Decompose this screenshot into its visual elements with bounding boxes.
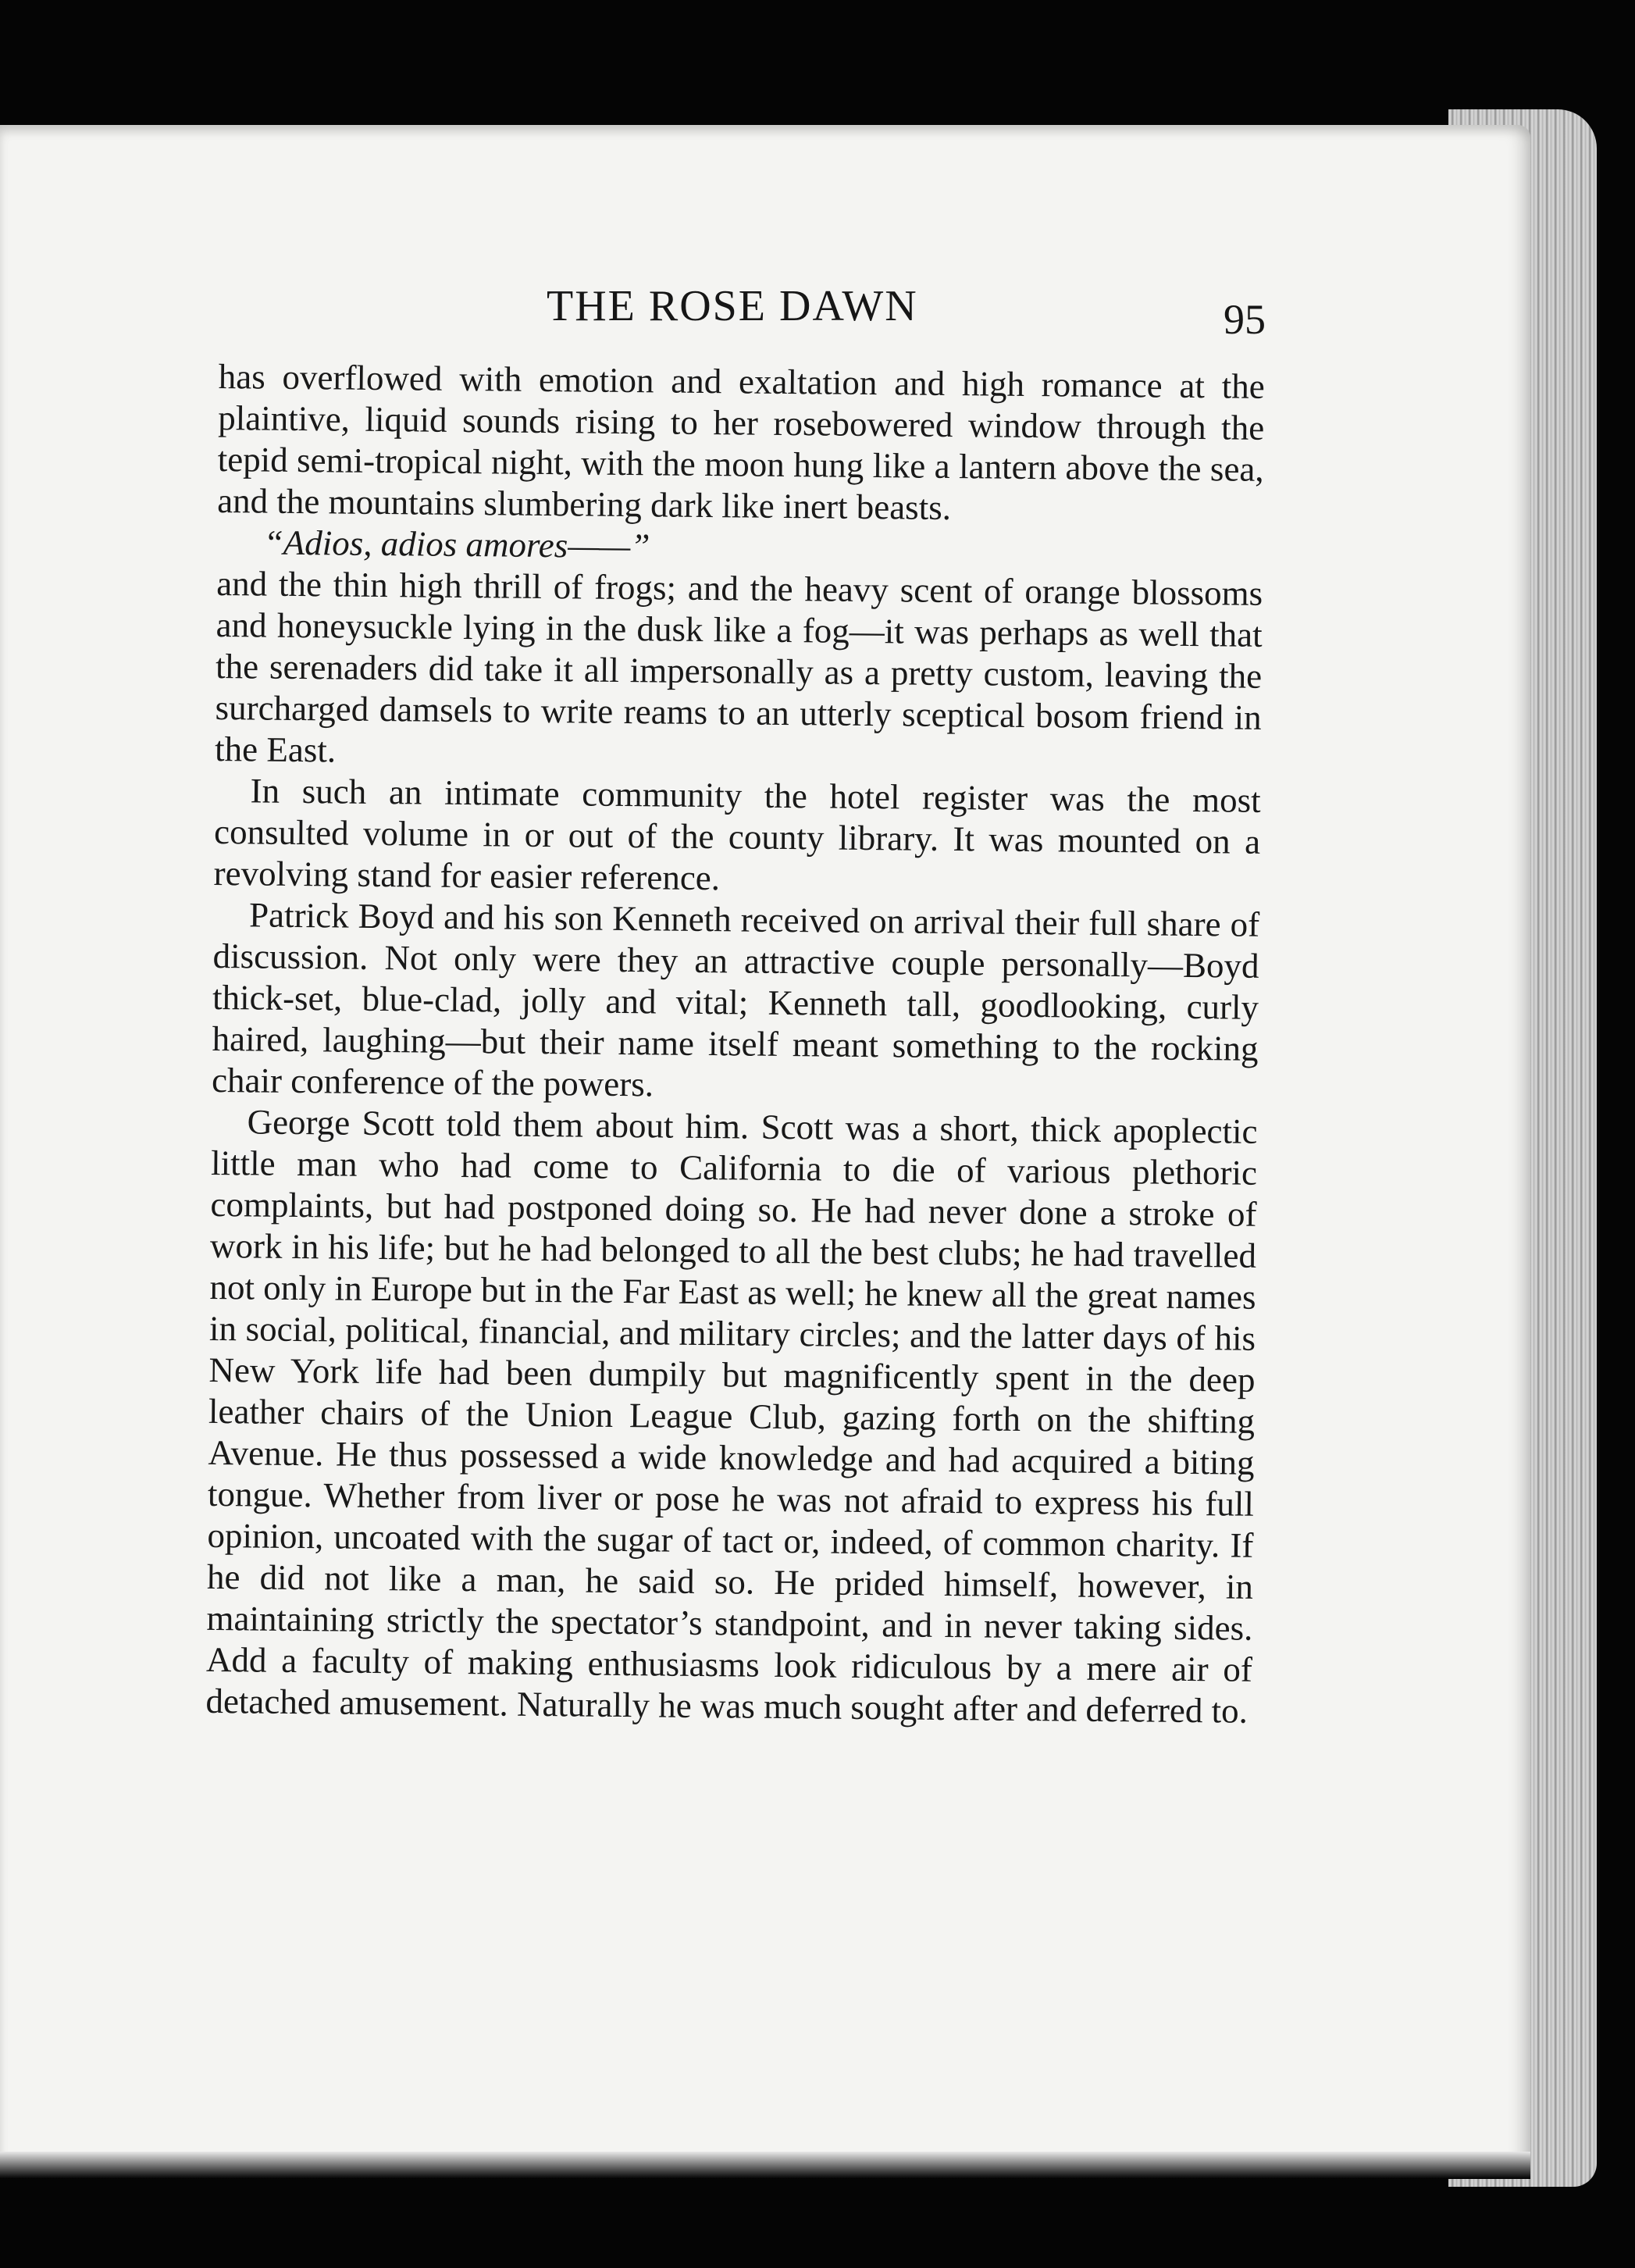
page-header	[0, 281, 1530, 351]
paragraph-5: George Scott told them about him. Scott was a short, thick apoplectic little man who had come to California to die of various plethoric complaints, but had postponed doing so. He had never done a stroke of work in his life; but he had belonged to all the best clubs; he had travelled not only in Europe but in the Far East as well; he knew all the great names in social, political, financial, and military circles; and the latter days of his New York life had been dumpily but magnificently spent in the deep leather chairs of the Union League Club, gazing forth on the shifting Avenue. He thus possessed a wide knowledge and had acquired a biting tongue. Whether from liver or pose he was not afraid to express his full opinion, uncoated with the sugar of tact or, indeed, of common charity. If he did not like a man, he said so. He prided himself, however, in maintaining strictly the spectator’s standpoint, and in never taking sides. Add a faculty of making enthusiasms look ridiculous by a mere air of detached amusement. Naturally he was much sought after and deferred to.	[205, 1102, 1258, 1731]
running-title: THE ROSE DAWN	[547, 282, 918, 330]
page-text	[205, 356, 1265, 1732]
song-verse: “Adios, adios amores——”	[263, 522, 650, 566]
paragraph-4: Patrick Boyd and his son Kenneth received on arrival their full share of discussion. Not only were they an attractive couple personally—Boyd thick-set, blue-clad, jolly and vital; Kenneth tall, goodlooking, curly haired, laughing—but their name itself meant something to the rocking chair conference of the powers.	[211, 895, 1260, 1104]
page-number: 95	[1224, 296, 1266, 343]
page-bottom-shadow	[0, 2152, 1530, 2179]
paragraph-1: has overflowed with emotion and exaltation and high romance at the plaintive, liquid sounds rising to her rosebowered window through the tepid semi-tropical night, with the moon hung like a lantern above the sea, and the mountains slumbering dark like inert beasts.	[216, 356, 1265, 528]
paragraph-3: In such an intimate community the hotel register was the most consulted volume in or out of the county library. It was mounted on a revolving stand for easier reference.	[213, 771, 1261, 898]
paragraph-2: and the thin high thrill of frogs; and the heavy scent of orange blossoms and honeysuckle lying in the dusk like a fog—it was perhaps as well that the serenaders did take it all impersonally as a pretty custom, leaving the surcharged damsels to write reams to an utterly sceptical bosom friend in the East.	[214, 563, 1263, 770]
